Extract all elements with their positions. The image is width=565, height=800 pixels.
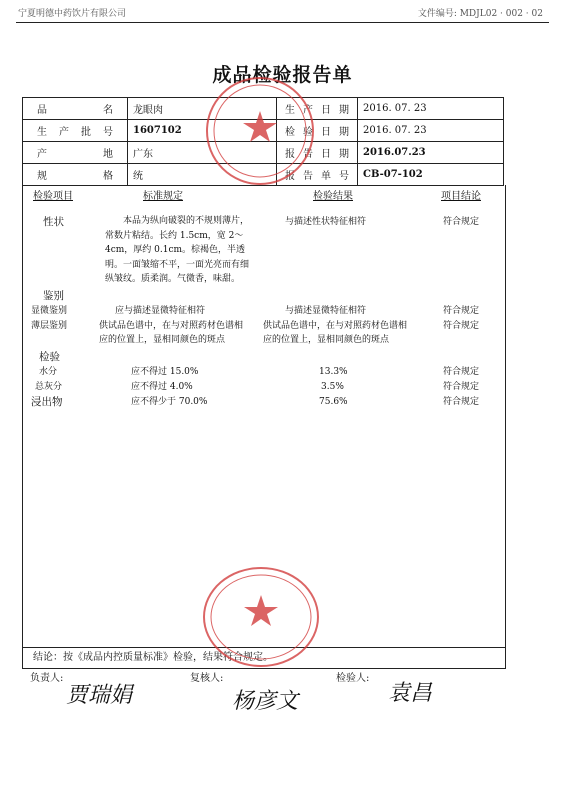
inspector-label: 检验人: <box>336 673 370 684</box>
micro-standard: 应与描述显微特征相符 <box>115 306 206 316</box>
ash-result: 3.5% <box>321 382 344 392</box>
report-date: 2016.07.23 <box>358 142 504 164</box>
traits-result: 与描述性状特征相符 <box>285 217 367 227</box>
moisture-standard: 应不得过 15.0% <box>131 367 199 377</box>
reviewer-label: 复核人: <box>190 673 224 684</box>
inspection-label: 检验 <box>39 351 60 363</box>
report-no-label: 报告单号 <box>277 164 358 186</box>
ash-label: 总灰分 <box>35 382 63 392</box>
prod-date-label: 生产日期 <box>277 98 358 120</box>
product-name: 龙眼肉 <box>128 98 277 120</box>
batch-number: 1607102 <box>128 120 277 142</box>
tlc-label: 薄层鉴别 <box>31 321 68 331</box>
report-title: 成品检验报告单 <box>212 64 353 86</box>
responsible-label: 负责人: <box>30 673 64 684</box>
traits-label: 性状 <box>43 216 64 228</box>
col-result-header: 检验结果 <box>313 191 353 202</box>
conclusion-text: 结论：按《成品内控质量标准》检验，结果符合规定。 <box>33 652 273 663</box>
identification-label: 鉴别 <box>43 290 64 302</box>
tlc-result-2: 应的位置上，显相同颜色的斑点 <box>263 335 390 345</box>
spec-label: 规 格 <box>23 164 128 186</box>
ash-conclusion: 符合规定 <box>443 382 480 392</box>
report-date-label: 报告日期 <box>277 142 358 164</box>
origin-label: 产 地 <box>23 142 128 164</box>
company-name: 宁夏明德中药饮片有限公司 <box>18 9 127 19</box>
spec: 统 <box>128 164 277 186</box>
micro-conclusion: 符合规定 <box>443 306 480 316</box>
test-date: 2016. 07. 23 <box>358 120 504 142</box>
moisture-conclusion: 符合规定 <box>443 367 480 377</box>
extract-conclusion: 符合规定 <box>443 397 480 407</box>
file-number: 文件编号: MDJL02 · 002 · 02 <box>417 9 543 19</box>
traits-conclusion: 符合规定 <box>443 217 480 227</box>
report-number: CB-07-102 <box>358 164 504 186</box>
prod-date: 2016. 07. 23 <box>358 98 504 120</box>
tlc-conclusion: 符合规定 <box>443 321 480 331</box>
responsible-signature: 贾瑞娟 <box>66 683 133 708</box>
ash-standard: 应不得过 4.0% <box>131 382 193 392</box>
extract-standard: 应不得少于 70.0% <box>131 397 208 407</box>
document-header <box>0 0 565 22</box>
batch-label: 生产批号 <box>23 120 128 142</box>
col-conclusion-header: 项目结论 <box>441 191 481 202</box>
inspector-signature: 袁昌 <box>388 681 433 706</box>
extract-result: 75.6% <box>319 397 348 407</box>
tlc-standard-1: 供试品色谱中，在与对照药材色谱相 <box>99 321 244 331</box>
seal-star-icon <box>205 569 317 665</box>
moisture-label: 水分 <box>39 367 58 377</box>
col-standard-header: 标准规定 <box>143 191 183 202</box>
test-date-label: 检验日期 <box>277 120 358 142</box>
product-name-label: 品 名 <box>23 98 128 120</box>
stamp-star-icon <box>208 79 312 183</box>
reviewer-signature: 杨彦文 <box>232 689 299 714</box>
micro-result: 与描述显微特征相符 <box>285 306 367 316</box>
micro-label: 显微鉴别 <box>31 306 68 316</box>
moisture-result: 13.3% <box>319 367 348 377</box>
extract-label: 浸出物 <box>31 396 63 408</box>
tlc-standard-2: 应的位置上，显相同颜色的斑点 <box>99 335 226 345</box>
col-item-header: 检验项目 <box>33 191 73 202</box>
header-rule <box>16 22 549 23</box>
origin: 广东 <box>128 142 277 164</box>
tlc-result-1: 供试品色谱中，在与对照药材色谱相 <box>263 321 408 331</box>
traits-standard: 本品为纵向破裂的不规则薄片，常数片粘结。长约 1.5cm，宽 2～4cm，厚约 0.1cm。棕褐色，半透明。一面皱缩不平，一面光亮而有细纵皱纹。质柔润。气微香，味甜。 <box>105 216 250 284</box>
quality-dept-stamp <box>206 77 314 185</box>
qc-seal-stamp <box>203 567 319 667</box>
